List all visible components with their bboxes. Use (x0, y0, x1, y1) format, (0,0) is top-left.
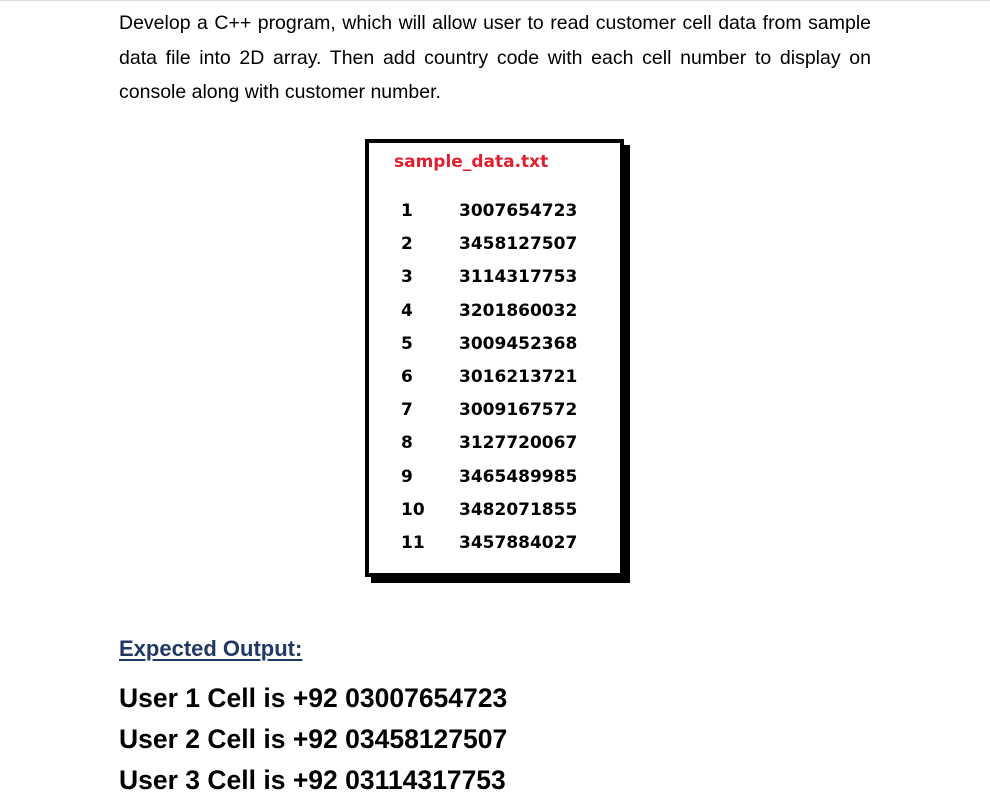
row-phone: 3114317753 (459, 267, 578, 288)
row-number: 8 (401, 433, 413, 454)
file-row (369, 295, 620, 328)
row-number: 10 (401, 499, 425, 520)
row-phone: 3482071855 (459, 499, 578, 520)
file-row (369, 461, 620, 494)
row-number: 2 (401, 234, 413, 255)
expected-output-heading: Expected Output: (119, 636, 303, 661)
top-divider (0, 0, 990, 1)
row-number: 9 (401, 466, 413, 487)
row-phone: 3201860032 (459, 300, 578, 321)
output-line: User 2 Cell is +92 03458127507 (119, 724, 508, 754)
expected-output-lines (119, 678, 507, 801)
sample-file-box (365, 139, 624, 577)
file-row (369, 394, 620, 427)
file-row (369, 261, 620, 294)
file-row (369, 228, 620, 261)
file-row (369, 195, 620, 228)
row-number: 6 (401, 366, 413, 387)
output-line: User 1 Cell is +92 03007654723 (119, 683, 508, 713)
row-number: 7 (401, 400, 413, 421)
output-line: User 3 Cell is +92 03114317753 (119, 765, 506, 795)
row-phone: 3127720067 (459, 433, 578, 454)
file-title: sample_data.txt (394, 152, 549, 172)
file-row (369, 494, 620, 527)
row-phone: 3457884027 (459, 532, 578, 553)
row-phone: 3016213721 (459, 366, 578, 387)
row-phone: 3458127507 (459, 234, 578, 255)
row-number: 1 (401, 201, 413, 221)
file-rows (369, 195, 620, 560)
file-row (369, 361, 620, 394)
file-row (369, 427, 620, 460)
row-number: 3 (401, 267, 413, 288)
file-row (369, 527, 620, 560)
row-phone: 3009452368 (459, 333, 578, 354)
row-number: 11 (401, 532, 425, 553)
file-row (369, 328, 620, 361)
instructions-paragraph: Develop a C++ program, which will allow user to read customer cell data from sample data file into 2D array. Then add country code with each cell number to display on console along with customer number. (119, 12, 871, 103)
row-phone: 3465489985 (459, 466, 578, 487)
row-phone: 3009167572 (459, 400, 578, 421)
row-number: 4 (401, 300, 413, 321)
row-number: 5 (401, 333, 413, 354)
row-phone: 3007654723 (459, 201, 578, 221)
